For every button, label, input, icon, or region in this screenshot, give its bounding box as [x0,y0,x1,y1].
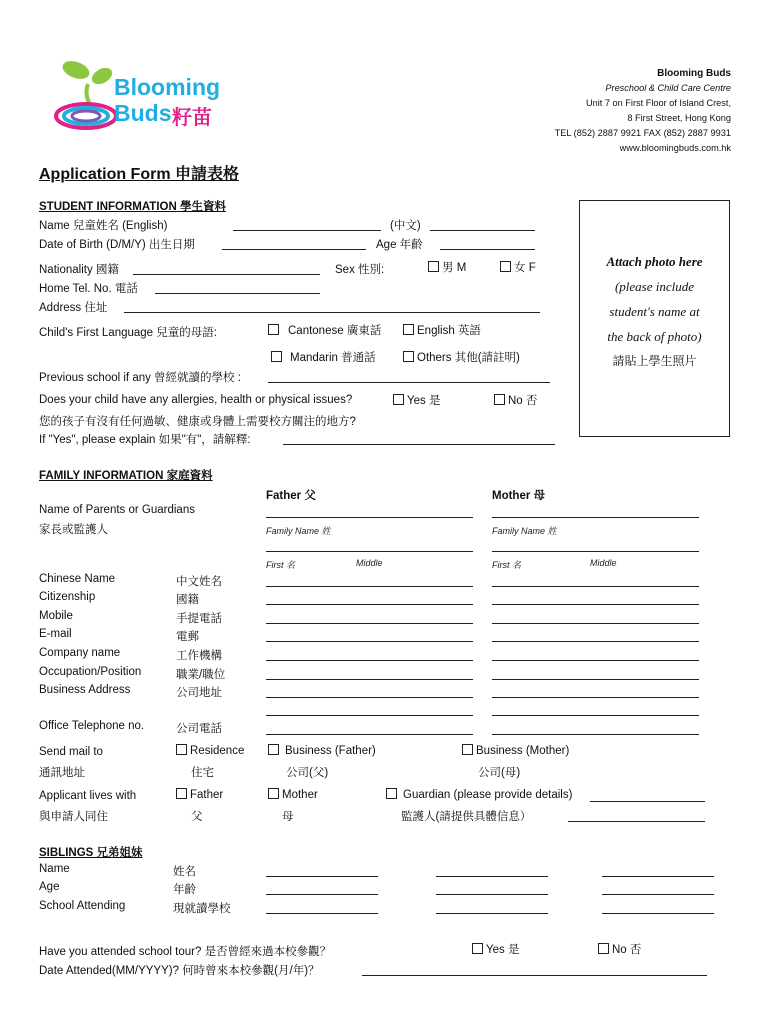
lives-with-father-label: Father [190,789,224,801]
father-detail-field[interactable] [266,697,473,698]
family-field-label: Chinese Name [39,573,116,585]
sibling-field-label-zh: 年齡 [173,884,196,896]
mother-middle-caption: Middle [590,558,617,568]
send-mail-label-zh: 通訊地址 [39,767,85,779]
language-english-label: English 英語 [417,325,481,337]
family-field-label-zh: 國籍 [176,594,199,606]
student-english-name-field[interactable] [233,230,381,231]
checkbox-icon [176,744,187,755]
father-detail-field[interactable] [266,623,473,624]
mother-first-name-field[interactable] [492,551,699,552]
mail-residence-label-zh: 住宅 [191,767,214,779]
sibling-field[interactable] [266,894,378,895]
address-label: Address 住址 [39,302,108,314]
father-detail-field[interactable] [266,715,473,716]
tour-yes-label: Yes 是 [486,944,520,956]
checkbox-icon [472,943,483,954]
office-tel-label-zh: 公司電話 [176,723,222,735]
mail-residence-option[interactable] [176,744,244,757]
first-language-label: Child's First Language 兒童的母語: [39,327,217,339]
mother-detail-field[interactable] [492,623,699,624]
language-cantonese-label: Cantonese 廣東話 [288,325,382,337]
allergy-no-option[interactable] [494,392,537,408]
language-mandarin-option[interactable] [271,349,376,365]
mail-business-mother-label: Business (Mother) [476,745,570,757]
photo-box-note-zh: 請貼上學生照片 [612,354,697,368]
mother-detail-field[interactable] [492,679,699,680]
mother-detail-field[interactable] [492,715,699,716]
parents-name-label-zh: 家長或監護人 [39,524,108,536]
father-detail-field[interactable] [266,604,473,605]
sibling-field[interactable] [436,894,548,895]
org-name: Blooming Buds [657,68,731,79]
logo-text-chinese: 籽苗 [172,107,212,129]
allergy-yes-option[interactable] [393,392,440,408]
father-detail-field[interactable] [266,586,473,587]
family-section-heading: FAMILY INFORMATION 家庭資料 [39,470,213,482]
sex-male-label: 男 M [442,262,467,274]
mother-first-caption: First 名 [492,560,521,570]
mail-residence-label: Residence [190,745,245,757]
family-field-label: Occupation/Position [39,666,142,678]
allergy-explain-field[interactable] [283,444,555,445]
sibling-field[interactable] [436,876,548,877]
parents-name-label: Name of Parents or Guardians [39,504,195,516]
mother-detail-field[interactable] [492,697,699,698]
guardian-details-field-2[interactable] [568,821,705,822]
home-tel-label: Home Tel. No. 電話 [39,283,138,295]
logo-text-blooming: Blooming [114,74,221,100]
photo-box-note-3: the back of photo) [607,329,702,344]
father-detail-field[interactable] [266,734,473,735]
lives-with-father-label-zh: 父 [191,811,203,823]
checkbox-icon [393,394,404,405]
mail-business-mother-option[interactable] [462,744,569,757]
date-attended-label: Date Attended(MM/YYYY)? 何時曾來本校參觀(月/年)？ [39,965,320,977]
checkbox-icon [268,788,279,799]
home-tel-field[interactable] [155,293,320,294]
photo-box-note-1: (please include [614,279,695,294]
father-family-name-caption: Family Name 姓 [266,526,331,536]
family-field-label: Citizenship [39,591,96,603]
sibling-field-label-zh: 現就讀學校 [173,903,231,915]
student-chinese-name-field[interactable] [430,230,535,231]
checkbox-icon [462,744,473,755]
father-family-name-field[interactable] [266,517,473,518]
father-detail-field[interactable] [266,679,473,680]
org-address-2: 8 First Street, Hong Kong [627,113,731,123]
mother-family-name-caption: Family Name 姓 [492,526,557,536]
checkbox-icon [403,324,414,335]
father-first-name-field[interactable] [266,551,473,552]
mother-family-name-field[interactable] [492,517,699,518]
lives-with-guardian-label: Guardian (please provide details) [403,789,573,801]
date-attended-field[interactable] [362,975,707,976]
checkbox-icon [176,788,187,799]
sex-female-label: 女 F [514,262,536,274]
school-tour-question: Have you attended school tour? 是否曾經來過本校參觀？ [39,946,332,958]
photo-box-title: Attach photo here [606,254,703,269]
checkbox-icon [268,744,279,755]
address-field[interactable] [124,312,540,313]
family-field-label: Business Address [39,684,131,696]
student-section-heading: STUDENT INFORMATION 學生資料 [39,201,226,213]
checkbox-icon [403,351,414,362]
office-tel-label: Office Telephone no. [39,720,145,732]
family-field-label: Mobile [39,610,73,622]
family-field-label-zh: 電郵 [176,631,199,643]
sibling-field[interactable] [602,913,714,914]
family-field-label-zh: 職業/職位 [176,669,226,681]
checkbox-icon [386,788,397,799]
allergy-no-label: No 否 [508,395,538,407]
siblings-section-heading: SIBLINGS 兄弟姐妹 [39,847,143,859]
father-detail-field[interactable] [266,641,473,642]
logo [48,54,228,132]
family-field-label: E-mail [39,628,72,640]
lives-with-label: Applicant lives with [39,790,137,802]
mail-business-father-label-zh: 公司(父) [286,767,329,779]
mother-detail-field[interactable] [492,604,699,605]
dob-label: Date of Birth (D/M/Y) 出生日期 [39,239,195,251]
photo-box[interactable] [579,200,730,437]
guardian-details-field[interactable] [590,801,705,802]
sibling-field[interactable] [602,876,714,877]
language-others-label: Others 其他(請註明) [417,352,520,364]
sibling-field[interactable] [602,894,714,895]
mail-business-mother-label-zh: 公司(母) [478,767,521,779]
send-mail-label: Send mail to [39,746,103,758]
sibling-field-label: Age [39,881,60,893]
family-field-label-zh: 工作機構 [176,650,222,662]
tour-yes-option[interactable] [472,941,519,957]
lives-with-guardian-option[interactable] [386,788,572,801]
language-others-option[interactable] [403,349,520,365]
lives-with-father-option[interactable] [176,788,223,801]
sibling-field-label: School Attending [39,900,126,912]
mother-detail-field[interactable] [492,641,699,642]
sibling-field[interactable] [266,876,378,877]
checkbox-icon [271,351,282,362]
sibling-field[interactable] [436,913,548,914]
lives-with-mother-option[interactable] [268,788,318,801]
org-address-1: Unit 7 on First Floor of Island Crest, [585,98,731,108]
org-info [555,66,731,156]
father-detail-field[interactable] [266,660,473,661]
tour-no-label: No 否 [612,944,642,956]
logo-text-buds: Buds [114,100,172,126]
checkbox-icon [500,261,511,272]
family-field-label-zh: 中文姓名 [176,576,222,588]
previous-school-field[interactable] [268,382,550,383]
sibling-field-label-zh: 姓名 [173,866,196,878]
mother-detail-field[interactable] [492,660,699,661]
language-mandarin-label: Mandarin 普通話 [290,352,376,364]
nationality-field[interactable] [133,274,320,275]
father-column-heading: Father 父 [266,490,316,502]
checkbox-icon [268,324,279,335]
sex-male-option[interactable] [428,259,466,275]
family-field-label-zh: 手提電話 [176,613,222,625]
mail-business-father-option[interactable] [268,744,376,757]
org-tagline: Preschool & Child Care Centre [605,83,731,93]
allergy-question-zh: 您的孩子有沒有任何過敏、健康或身體上需要校方關注的地方? [39,416,356,428]
allergy-question: Does your child have any allergies, health or physical issues? [39,394,353,406]
org-phone-fax: TEL (852) 2887 9921 FAX (852) 2887 9931 [554,128,731,138]
father-first-caption: First 名 [266,560,295,570]
checkbox-icon [598,943,609,954]
sex-female-option[interactable] [500,259,536,275]
student-chinese-name-label: (中文) [390,220,421,232]
checkbox-icon [428,261,439,272]
photo-box-note-2: student's name at [609,304,700,319]
age-label: Age 年齡 [376,239,423,251]
mother-detail-field[interactable] [492,586,699,587]
allergy-explain-label: If "Yes", please explain 如果"有"，請解釋: [39,434,251,446]
dob-field[interactable] [222,249,366,250]
checkbox-icon [494,394,505,405]
sibling-field-label: Name [39,863,70,875]
sex-label: Sex 性別: [335,264,385,276]
lives-with-mother-label: Mother [282,789,318,801]
mother-detail-field[interactable] [492,734,699,735]
father-middle-caption: Middle [356,558,383,568]
mail-business-father-label: Business (Father) [285,745,376,757]
previous-school-label: Previous school if any 曾經就讀的學校 : [39,372,241,384]
lives-with-guardian-label-zh: 監護人(請提供具體信息） [401,811,532,823]
student-name-label: Name 兒童姓名 (English) [39,220,168,232]
family-field-label-zh: 公司地址 [176,687,222,699]
language-cantonese-option[interactable] [268,322,381,338]
age-field[interactable] [440,249,535,250]
lives-with-label-zh: 與申請人同住 [39,811,108,823]
org-website: www.bloomingbuds.com.hk [619,143,731,153]
language-english-option[interactable] [403,322,481,338]
sibling-field[interactable] [266,913,378,914]
mother-column-heading: Mother 母 [492,490,546,502]
tour-no-option[interactable] [598,941,641,957]
allergy-yes-label: Yes 是 [407,395,441,407]
lives-with-mother-label-zh: 母 [282,811,294,823]
family-field-label: Company name [39,647,121,659]
nationality-label: Nationality 國籍 [39,264,119,276]
page-title: Application Form 申請表格 [39,166,240,183]
